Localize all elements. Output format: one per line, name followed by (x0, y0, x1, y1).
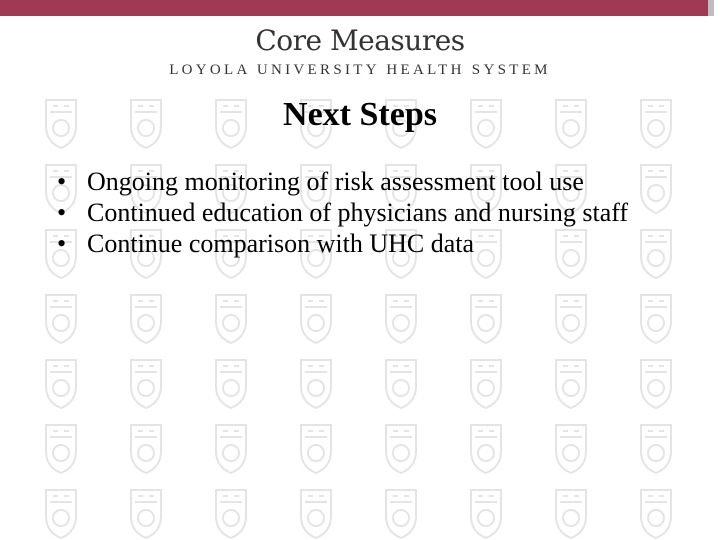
bullet-text: Continued education of physicians and nursing staff (87, 198, 629, 227)
bullet-dot: • (57, 167, 67, 196)
bullet-dot: • (57, 229, 67, 258)
bullet-text: Continue comparison with UHC data (87, 229, 475, 258)
top-accent-bar (0, 0, 708, 16)
bullet-list (57, 166, 677, 259)
header-title: Core Measures (255, 24, 465, 57)
top-accent-bar-shadow (708, 0, 714, 16)
bullet-text: Ongoing monitoring of risk assessment tool use (87, 167, 584, 196)
loyola-seal-pattern-icon (0, 90, 720, 540)
slide-title: Next Steps (283, 96, 437, 133)
bullet-dot: • (57, 198, 67, 227)
header-subtitle: LOYOLA UNIVERSITY HEALTH SYSTEM (169, 62, 551, 78)
bullet-item (57, 197, 677, 228)
bullet-item (57, 166, 677, 197)
bullet-item (57, 228, 677, 259)
